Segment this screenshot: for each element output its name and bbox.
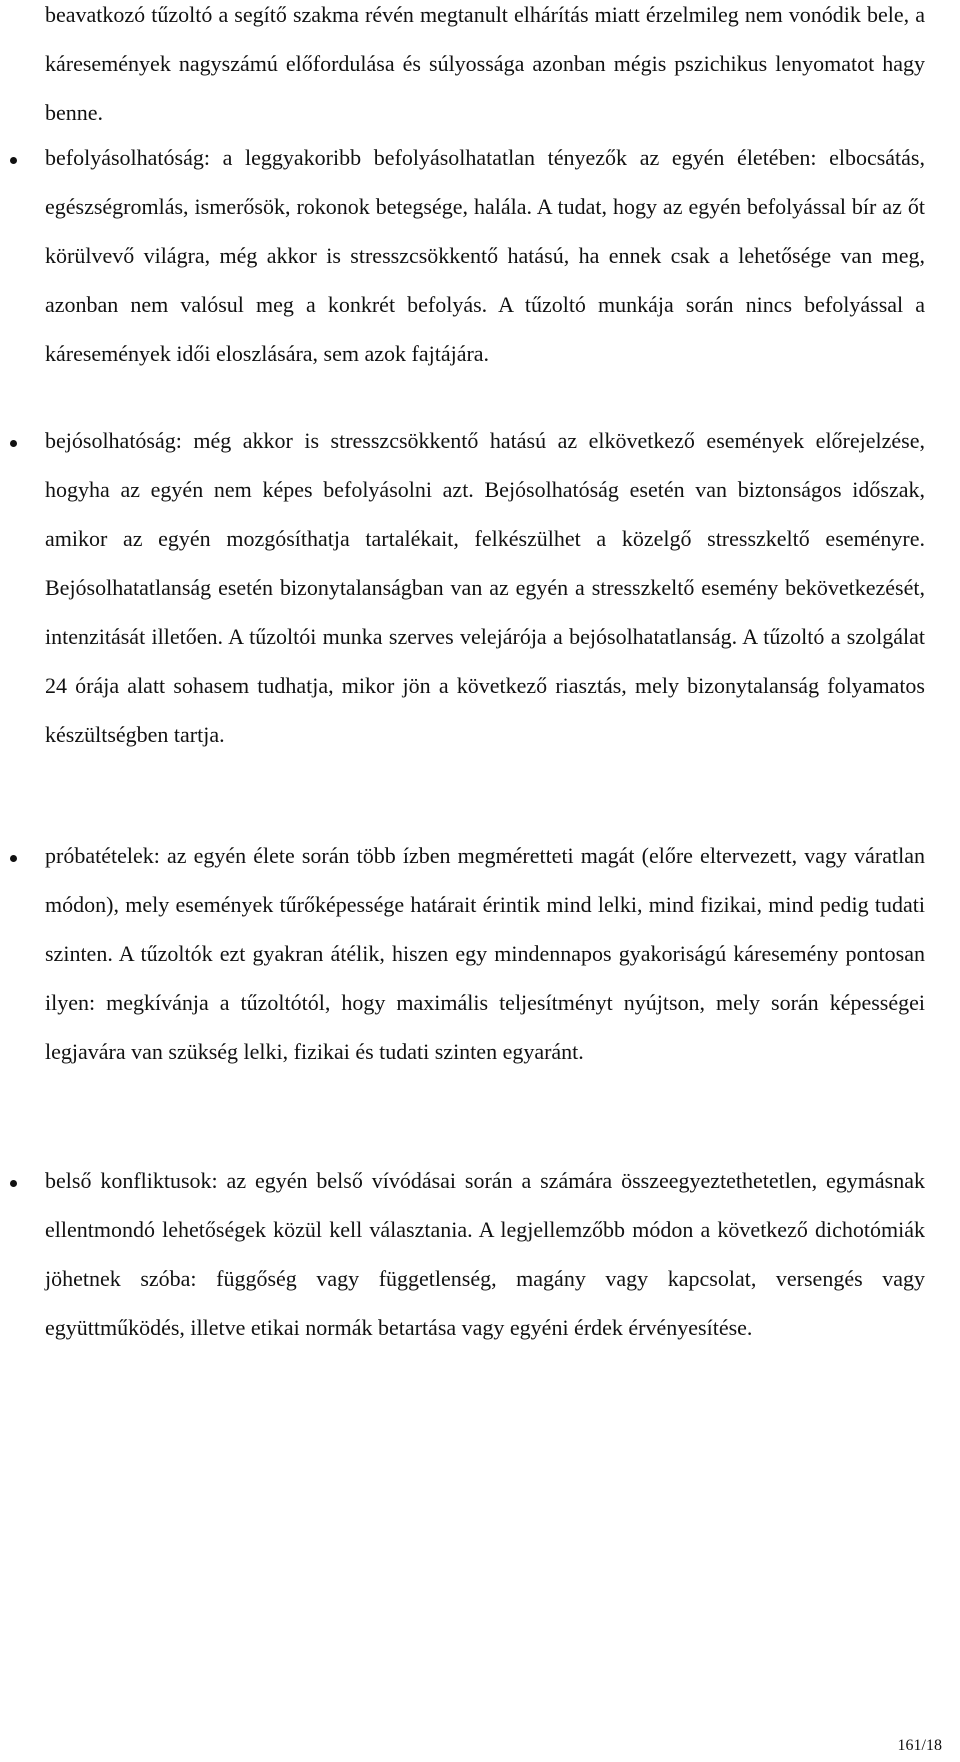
page-number: 161/18 [897, 1737, 942, 1754]
list-item-probatetelek: próbatételek: az egyén élete során több ízben megméretteti magát (előre eltervezett, vagy váratlan módon), mely események tűrőképessége határait érintik mind lelki, mind fizikai, mind pedig tudati szinten. A tűzoltók ezt gyakran átélik, hiszen egy mindennapos gyakoriságú káresemény pontosan ilyen: megkívánja a tűzoltótól, hogy maximális teljesítményt nyújtson, mely során képességei legjavára van szükség lelki, fizikai és tudati szinten egyaránt. [45, 843, 925, 1064]
bullet-icon [10, 157, 17, 164]
bullet-icon [10, 440, 17, 447]
bullet-icon [10, 1180, 17, 1187]
continuation-paragraph: beavatkozó tűzoltó a segítő szakma révén megtanult elhárítás miatt érzelmileg nem vonódik bele, a káresemények nagyszámú előfordulása és súlyossága azonban mégis pszichikus lenyomatot hagy benne. [45, 2, 925, 125]
bullet-icon [10, 855, 17, 862]
list-item-belso-konfliktusok: belső konfliktusok: az egyén belső vívódásai során a számára összeegyeztethetetlen, egymásnak ellentmondó lehetőségek közül kell választania. A legjellemzőbb módon a következő dichotómiák jöhetnek szóba: függőség vagy függetlenség, magány vagy kapcsolat, versengés vagy együttműködés, illetve etikai normák betartása vagy egyéni érdek érvényesítése. [45, 1168, 925, 1340]
list-item-bejosolhatosag: bejósolhatóság: még akkor is stresszcsökkentő hatású az elkövetkező események előrejelzése, hogyha az egyén nem képes befolyásolni azt. Bejósolhatóság esetén van biztonságos időszak, amikor az egyén mozgósíthatja tartalékait, felkészülhet a közelgő stresszkeltő eseményre. Bejósolhatatlanság esetén bizonytalanságban van az egyén a stresszkeltő esemény bekövetkezését, intenzitását illetően. A tűzoltói munka szerves velejárója a bejósolhatatlanság. A tűzoltó a szolgálat 24 órája alatt sohasem tudhatja, mikor jön a következő riasztás, mely bizonytalanság folyamatos készültségben tartja. [45, 428, 925, 747]
list-item-befolyasolhatosag: befolyásolhatóság: a leggyakoribb befolyásolhatatlan tényezők az egyén életében: elbocsátás, egészségromlás, ismerősök, rokonok betegsége, halála. A tudat, hogy az egyén befolyással bír az őt körülvevő világra, még akkor is stresszcsökkentő hatású, ha ennek csak a lehetősége van meg, azonban nem valósul meg a konkrét befolyás. A tűzoltó munkája során nincs befolyással a káresemények idői eloszlására, sem azok fajtájára. [45, 145, 925, 366]
